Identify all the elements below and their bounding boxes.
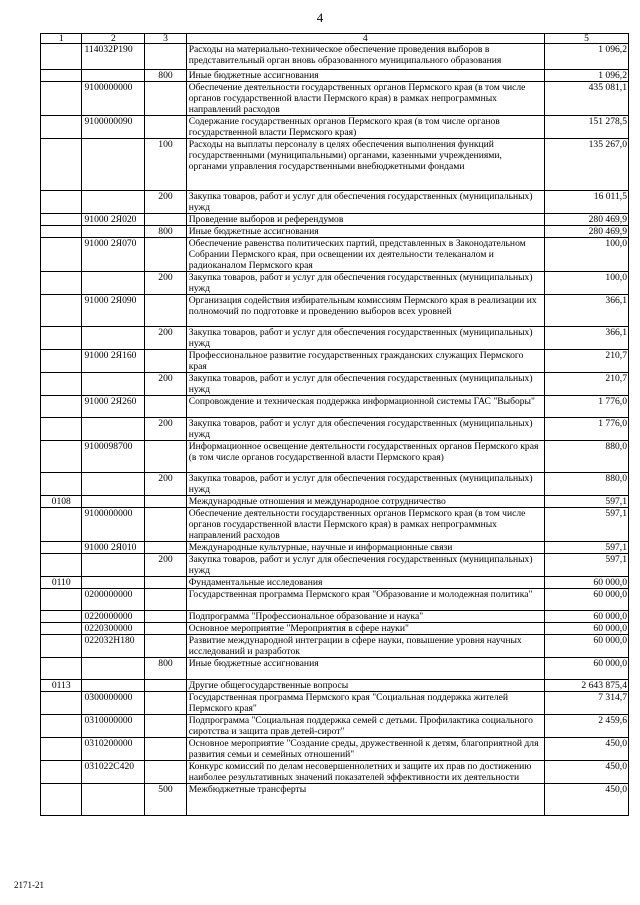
target-article-cell: 9100000090 (82, 116, 145, 139)
target-article-cell (82, 680, 145, 692)
description-cell: Обеспечение деятельности государственных органов Пермского края (в том числе органов государственной власти Пермского края) в рамках непрограммных направлений расходов (186, 508, 544, 542)
target-article-cell: 91000 2Я070 (82, 238, 145, 272)
amount-cell: 366,1 (544, 327, 628, 350)
table-row (41, 611, 629, 623)
target-article-cell: 0310000000 (82, 715, 145, 738)
table-row (41, 542, 629, 554)
amount-cell: 1 096,2 (544, 70, 628, 82)
section-code-cell (41, 396, 82, 418)
table-row (41, 680, 629, 692)
amount-cell: 60 000,0 (544, 611, 628, 623)
target-article-cell: 0300000000 (82, 692, 145, 715)
amount-cell: 210,7 (544, 373, 628, 396)
table-row (41, 738, 629, 761)
description-cell: Закупка товаров, работ и услуг для обеспечения государственных (муниципальных) нужд (186, 473, 544, 496)
section-code-cell (41, 658, 82, 680)
section-code-cell (41, 226, 82, 238)
description-cell: Содержание государственных органов Пермского края (в том числе органов государственной власти Пермского края) (186, 116, 544, 139)
target-article-cell (82, 554, 145, 577)
table-row (41, 226, 629, 238)
target-article-cell: 0220000000 (82, 611, 145, 623)
expense-type-cell: 800 (145, 70, 186, 82)
table-row (41, 214, 629, 226)
budget-table (40, 33, 629, 816)
description-cell: Сопровождение и техническая поддержка информационной системы ГАС "Выборы" (186, 396, 544, 418)
amount-cell: 151 278,5 (544, 116, 628, 139)
target-article-cell (82, 191, 145, 214)
amount-cell: 450,0 (544, 784, 628, 816)
amount-cell: 450,0 (544, 761, 628, 784)
amount-cell: 880,0 (544, 441, 628, 473)
description-cell: Межбюджетные трансферты (186, 784, 544, 816)
section-code-cell (41, 44, 82, 70)
description-cell: Основное мероприятие "Мероприятия в сфере науки" (186, 623, 544, 635)
section-code-cell (41, 738, 82, 761)
target-article-cell: 114032Р190 (82, 44, 145, 70)
description-cell: Государственная программа Пермского края "Образование и молодежная политика" (186, 589, 544, 611)
expense-type-cell (145, 542, 186, 554)
target-article-cell: 0310200000 (82, 738, 145, 761)
description-cell: Международные культурные, научные и информационные связи (186, 542, 544, 554)
description-cell: Проведение выборов и референдумов (186, 214, 544, 226)
target-article-cell: 9100000000 (82, 82, 145, 116)
amount-cell: 1 096,2 (544, 44, 628, 70)
amount-cell: 60 000,0 (544, 623, 628, 635)
table-row (41, 327, 629, 350)
amount-cell: 1 776,0 (544, 396, 628, 418)
table-row (41, 635, 629, 658)
amount-cell: 60 000,0 (544, 635, 628, 658)
table-row (41, 418, 629, 441)
expense-type-cell (145, 496, 186, 508)
table-row (41, 350, 629, 373)
section-code-cell (41, 272, 82, 295)
section-code-cell (41, 623, 82, 635)
expense-type-cell (145, 577, 186, 589)
section-code-cell (41, 238, 82, 272)
target-article-cell (82, 373, 145, 396)
table-row (41, 496, 629, 508)
target-article-cell (82, 70, 145, 82)
table-row (41, 692, 629, 715)
target-article-cell (82, 226, 145, 238)
description-cell: Организация содействия избирательным комиссиям Пермского края в реализации их полномочий по подготовке и проведению выборов всех уровней (186, 295, 544, 327)
amount-cell: 1 776,0 (544, 418, 628, 441)
description-cell: Фундаментальные исследования (186, 577, 544, 589)
description-cell: Закупка товаров, работ и услуг для обеспечения государственных (муниципальных) нужд (186, 373, 544, 396)
table-row (41, 373, 629, 396)
target-article-cell (82, 272, 145, 295)
target-article-cell (82, 327, 145, 350)
description-cell: Обеспечение равенства политических партий, представленных в Законодательном Собрании Пермского края, при освещении их деятельности телеканалом и радиоканалом Пермского края (186, 238, 544, 272)
description-cell: Конкурс комиссий по делам несовершеннолетних и защите их прав по достижению наиболее результативных значений показателей эффективности их деятельности (186, 761, 544, 784)
table-row (41, 191, 629, 214)
amount-cell: 2 459,6 (544, 715, 628, 738)
table-row (41, 761, 629, 784)
amount-cell: 60 000,0 (544, 658, 628, 680)
target-article-cell (82, 496, 145, 508)
expense-type-cell (145, 692, 186, 715)
header-cell: 1 (41, 34, 82, 44)
amount-cell: 7 314,7 (544, 692, 628, 715)
amount-cell: 366,1 (544, 295, 628, 327)
expense-type-cell (145, 761, 186, 784)
section-code-cell (41, 295, 82, 327)
section-code-cell (41, 373, 82, 396)
description-cell: Подпрограмма "Социальная поддержка семей с детьми. Профилактика социального сиротства и защита прав детей-сирот" (186, 715, 544, 738)
page-number: 4 (316, 10, 324, 25)
description-cell: Закупка товаров, работ и услуг для обеспечения государственных (муниципальных) нужд (186, 327, 544, 350)
table-row (41, 715, 629, 738)
amount-cell: 16 011,5 (544, 191, 628, 214)
table-row (41, 508, 629, 542)
target-article-cell (82, 784, 145, 816)
amount-cell: 210,7 (544, 350, 628, 373)
description-cell: Закупка товаров, работ и услуг для обеспечения государственных (муниципальных) нужд (186, 554, 544, 577)
description-cell: Государственная программа Пермского края "Социальная поддержка жителей Пермского края" (186, 692, 544, 715)
expense-type-cell: 200 (145, 373, 186, 396)
section-code-cell: 0110 (41, 577, 82, 589)
header-cell: 3 (145, 34, 186, 44)
table-row (41, 44, 629, 70)
section-code-cell (41, 350, 82, 373)
target-article-cell (82, 473, 145, 496)
header-cell: 2 (82, 34, 145, 44)
description-cell: Расходы на выплаты персоналу в целях обеспечения выполнения функций государственными (муниципальными) органами, казенными учреждениями, органами управления государственными внебюджетными фондами (186, 139, 544, 191)
expense-type-cell (145, 680, 186, 692)
expense-type-cell: 200 (145, 554, 186, 577)
target-article-cell: 91000 2Я260 (82, 396, 145, 418)
amount-cell: 880,0 (544, 473, 628, 496)
table-row (41, 784, 629, 816)
section-code-cell: 0113 (41, 680, 82, 692)
description-cell: Профессиональное развитие государственных гражданских служащих Пермского края (186, 350, 544, 373)
expense-type-cell (145, 116, 186, 139)
expense-type-cell: 200 (145, 272, 186, 295)
section-code-cell (41, 761, 82, 784)
expense-type-cell (145, 238, 186, 272)
amount-cell: 597,1 (544, 554, 628, 577)
description-cell: Информационное освещение деятельности государственных органов Пермского края (в том числе органов государственной власти Пермского края) (186, 441, 544, 473)
section-code-cell (41, 635, 82, 658)
expense-type-cell (145, 623, 186, 635)
amount-cell: 280 469,9 (544, 214, 628, 226)
description-cell: Расходы на материально-техническое обеспечение проведения выборов в представительный орган вновь образованного муниципального образования (186, 44, 544, 70)
expense-type-cell: 200 (145, 191, 186, 214)
expense-type-cell (145, 715, 186, 738)
section-code-cell (41, 508, 82, 542)
description-cell: Закупка товаров, работ и услуг для обеспечения государственных (муниципальных) нужд (186, 191, 544, 214)
target-article-cell: 0220300000 (82, 623, 145, 635)
table-row (41, 473, 629, 496)
section-code-cell (41, 191, 82, 214)
expense-type-cell (145, 350, 186, 373)
description-cell: Основное мероприятие "Создание среды, дружественной к детям, благоприятной для развития семьи и семейных отношений" (186, 738, 544, 761)
description-cell: Международные отношения и международное сотрудничество (186, 496, 544, 508)
description-cell: Подпрограмма "Профессиональное образование и наука" (186, 611, 544, 623)
amount-cell: 450,0 (544, 738, 628, 761)
table-row (41, 116, 629, 139)
amount-cell: 100,0 (544, 272, 628, 295)
description-cell: Иные бюджетные ассигнования (186, 226, 544, 238)
section-code-cell (41, 327, 82, 350)
section-code-cell (41, 473, 82, 496)
expense-type-cell: 500 (145, 784, 186, 816)
table-row (41, 554, 629, 577)
document-code: 2171-21 (14, 880, 44, 890)
header-cell: 4 (186, 34, 544, 44)
expense-type-cell (145, 738, 186, 761)
section-code-cell: 0108 (41, 496, 82, 508)
table-row (41, 238, 629, 272)
expense-type-cell (145, 441, 186, 473)
expense-type-cell: 100 (145, 139, 186, 191)
table-row (41, 589, 629, 611)
amount-cell: 135 267,0 (544, 139, 628, 191)
target-article-cell: 9100000000 (82, 508, 145, 542)
table-row (41, 272, 629, 295)
amount-cell: 435 081,1 (544, 82, 628, 116)
amount-cell: 60 000,0 (544, 577, 628, 589)
table-row (41, 70, 629, 82)
expense-type-cell: 800 (145, 226, 186, 238)
expense-type-cell: 200 (145, 418, 186, 441)
amount-cell: 100,0 (544, 238, 628, 272)
section-code-cell (41, 692, 82, 715)
section-code-cell (41, 82, 82, 116)
expense-type-cell (145, 611, 186, 623)
table-row (41, 139, 629, 191)
expense-type-cell (145, 214, 186, 226)
target-article-cell: 91000 2Я160 (82, 350, 145, 373)
target-article-cell: 022032Н180 (82, 635, 145, 658)
description-cell: Иные бюджетные ассигнования (186, 70, 544, 82)
target-article-cell (82, 139, 145, 191)
description-cell: Закупка товаров, работ и услуг для обеспечения государственных (муниципальных) нужд (186, 272, 544, 295)
target-article-cell: 031022С420 (82, 761, 145, 784)
section-code-cell (41, 441, 82, 473)
description-cell: Обеспечение деятельности государственных органов Пермского края (в том числе органов государственной власти Пермского края) в рамках непрограммных направлений расходов (186, 82, 544, 116)
table-row (41, 295, 629, 327)
section-code-cell (41, 589, 82, 611)
section-code-cell (41, 139, 82, 191)
expense-type-cell: 200 (145, 473, 186, 496)
description-cell: Закупка товаров, работ и услуг для обеспечения государственных (муниципальных) нужд (186, 418, 544, 441)
target-article-cell: 91000 2Я020 (82, 214, 145, 226)
expense-type-cell (145, 44, 186, 70)
table-row (41, 82, 629, 116)
section-code-cell (41, 784, 82, 816)
description-cell: Развитие международной интеграции в сфере науки, повышение уровня научных исследований и разработок (186, 635, 544, 658)
amount-cell: 597,1 (544, 542, 628, 554)
table-row (41, 623, 629, 635)
expense-type-cell (145, 396, 186, 418)
target-article-cell: 91000 2Я090 (82, 295, 145, 327)
expense-type-cell (145, 589, 186, 611)
description-cell: Другие общегосударственные вопросы (186, 680, 544, 692)
target-article-cell: 9100098700 (82, 441, 145, 473)
table-row (41, 577, 629, 589)
target-article-cell (82, 658, 145, 680)
description-cell: Иные бюджетные ассигнования (186, 658, 544, 680)
target-article-cell (82, 577, 145, 589)
table-row (41, 658, 629, 680)
table-row (41, 396, 629, 418)
section-code-cell (41, 542, 82, 554)
expense-type-cell (145, 508, 186, 542)
expense-type-cell (145, 295, 186, 327)
section-code-cell (41, 214, 82, 226)
section-code-cell (41, 715, 82, 738)
section-code-cell (41, 418, 82, 441)
table-row (41, 441, 629, 473)
amount-cell: 280 469,9 (544, 226, 628, 238)
amount-cell: 597,1 (544, 496, 628, 508)
amount-cell: 60 000,0 (544, 589, 628, 611)
section-code-cell (41, 70, 82, 82)
target-article-cell: 91000 2Я010 (82, 542, 145, 554)
amount-cell: 597,1 (544, 508, 628, 542)
section-code-cell (41, 554, 82, 577)
expense-type-cell (145, 635, 186, 658)
header-cell: 5 (544, 34, 628, 44)
expense-type-cell (145, 82, 186, 116)
section-code-cell (41, 116, 82, 139)
target-article-cell (82, 418, 145, 441)
expense-type-cell: 200 (145, 327, 186, 350)
section-code-cell (41, 611, 82, 623)
amount-cell: 2 643 875,4 (544, 680, 628, 692)
expense-type-cell: 800 (145, 658, 186, 680)
table-header-row (41, 34, 629, 44)
target-article-cell: 0200000000 (82, 589, 145, 611)
